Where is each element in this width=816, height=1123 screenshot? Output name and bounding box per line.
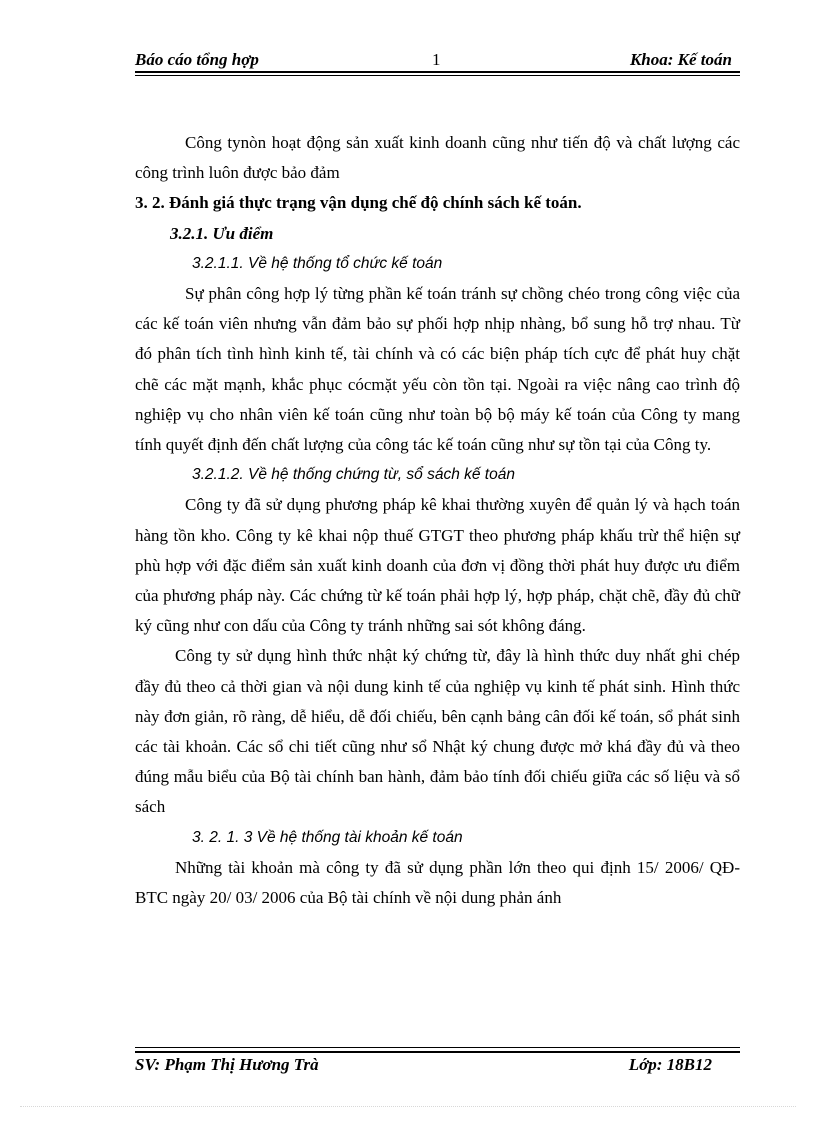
header-report-title: Báo cáo tổng hợp	[135, 50, 259, 69]
paragraph-5: Những tài khoản mà công ty đã sử dụng phần lớn theo qui định 15/ 2006/ QĐ-BTC ngày 20/ 03/ 2006 của Bộ tài chính về nội dung phản ánh	[135, 857, 740, 908]
page-footer	[135, 1055, 740, 1079]
document-body	[135, 128, 740, 913]
footer-student-name: SV: Phạm Thị Hương Trà	[135, 1055, 319, 1074]
subsubsection-heading-1: 3.2.1.1. Về hệ thống tổ chức kế toán	[192, 254, 443, 272]
section-heading: 3. 2. Đánh giá thực trạng vận dụng chế độ chính sách kế toán.	[135, 193, 582, 213]
header-rule-thin	[135, 75, 740, 76]
header-faculty: Khoa: Kế toán	[629, 50, 732, 69]
paragraph-3: Công ty đã sử dụng phương pháp kê khai thường xuyên để quản lý và hạch toán hàng tồn kho. Công ty kê khai nộp thuế GTGT theo phương pháp khấu trừ thể hiện sự phù hợp với đặc điểm sản xuất kinh doanh của đơn vị đồng thời phát huy được ưu điểm của phương pháp này. Các chứng từ kế toán phải hợp lý, hợp pháp, chặt chẽ, đầy đủ chữ ký cũng như con dấu của Công ty tránh những sai sót không đáng.	[135, 495, 740, 636]
paragraph-1: Công tynòn hoạt động sản xuất kinh doanh cũng như tiến độ và chất lượng các công trình luôn được bảo đảm	[135, 133, 740, 183]
subsubsection-heading-2: 3.2.1.2. Về hệ thống chứng từ, sổ sách kế toán	[192, 466, 515, 484]
paragraph-4: Công ty sử dụng hình thức nhật ký chứng từ, đây là hình thức duy nhất ghi chép đầy đủ theo cả thời gian và nội dung kinh tế của nghiệp vụ kinh tế phát sinh. Hình thức này đơn giản, rõ ràng, dễ hiểu, dễ đối chiếu, bên cạnh bảng cân đối kế toán, sổ phát sinh các tài khoản. Các sổ chi tiết cũng như sổ Nhật ký chung được mở khá đầy đủ và theo đúng mẫu biểu của Bộ tài chính ban hành, đảm bảo tính đối chiếu giữa các số liệu và sổ sách	[135, 646, 740, 817]
page-bottom-dotted-line	[20, 1106, 796, 1107]
subsubsection-heading-3: 3. 2. 1. 3 Về hệ thống tài khoản kế toán	[192, 828, 463, 846]
paragraph-2: Sự phân công hợp lý từng phần kế toán tránh sự chồng chéo trong công việc của các kế toán viên nhưng vẫn đảm bảo sự phối hợp nhịp nhàng, bổ sung hỗ trợ nhau. Từ đó phân tích tình hình kinh tế, tài chính và có các biện pháp tích cực để phát huy chặt chẽ các mặt mạnh, khắc phục cócmặt yếu còn tồn tại. Ngoài ra việc nâng cao trình độ nghiệp vụ cho nhân viên kế toán cũng như toàn bộ bộ máy kế toán của Công ty mang tính quyết định đến chất lượng của công tác kế toán cũng như sự tồn tại của Công ty.	[135, 284, 740, 455]
subsection-heading: 3.2.1. Ưu điểm	[170, 223, 274, 243]
footer-class: Lớp: 18B12	[628, 1055, 712, 1074]
footer-rule-thick	[135, 1051, 740, 1053]
header-page-number: 1	[432, 50, 441, 69]
footer-rule-thin	[135, 1047, 740, 1048]
header-rule-thick	[135, 71, 740, 73]
